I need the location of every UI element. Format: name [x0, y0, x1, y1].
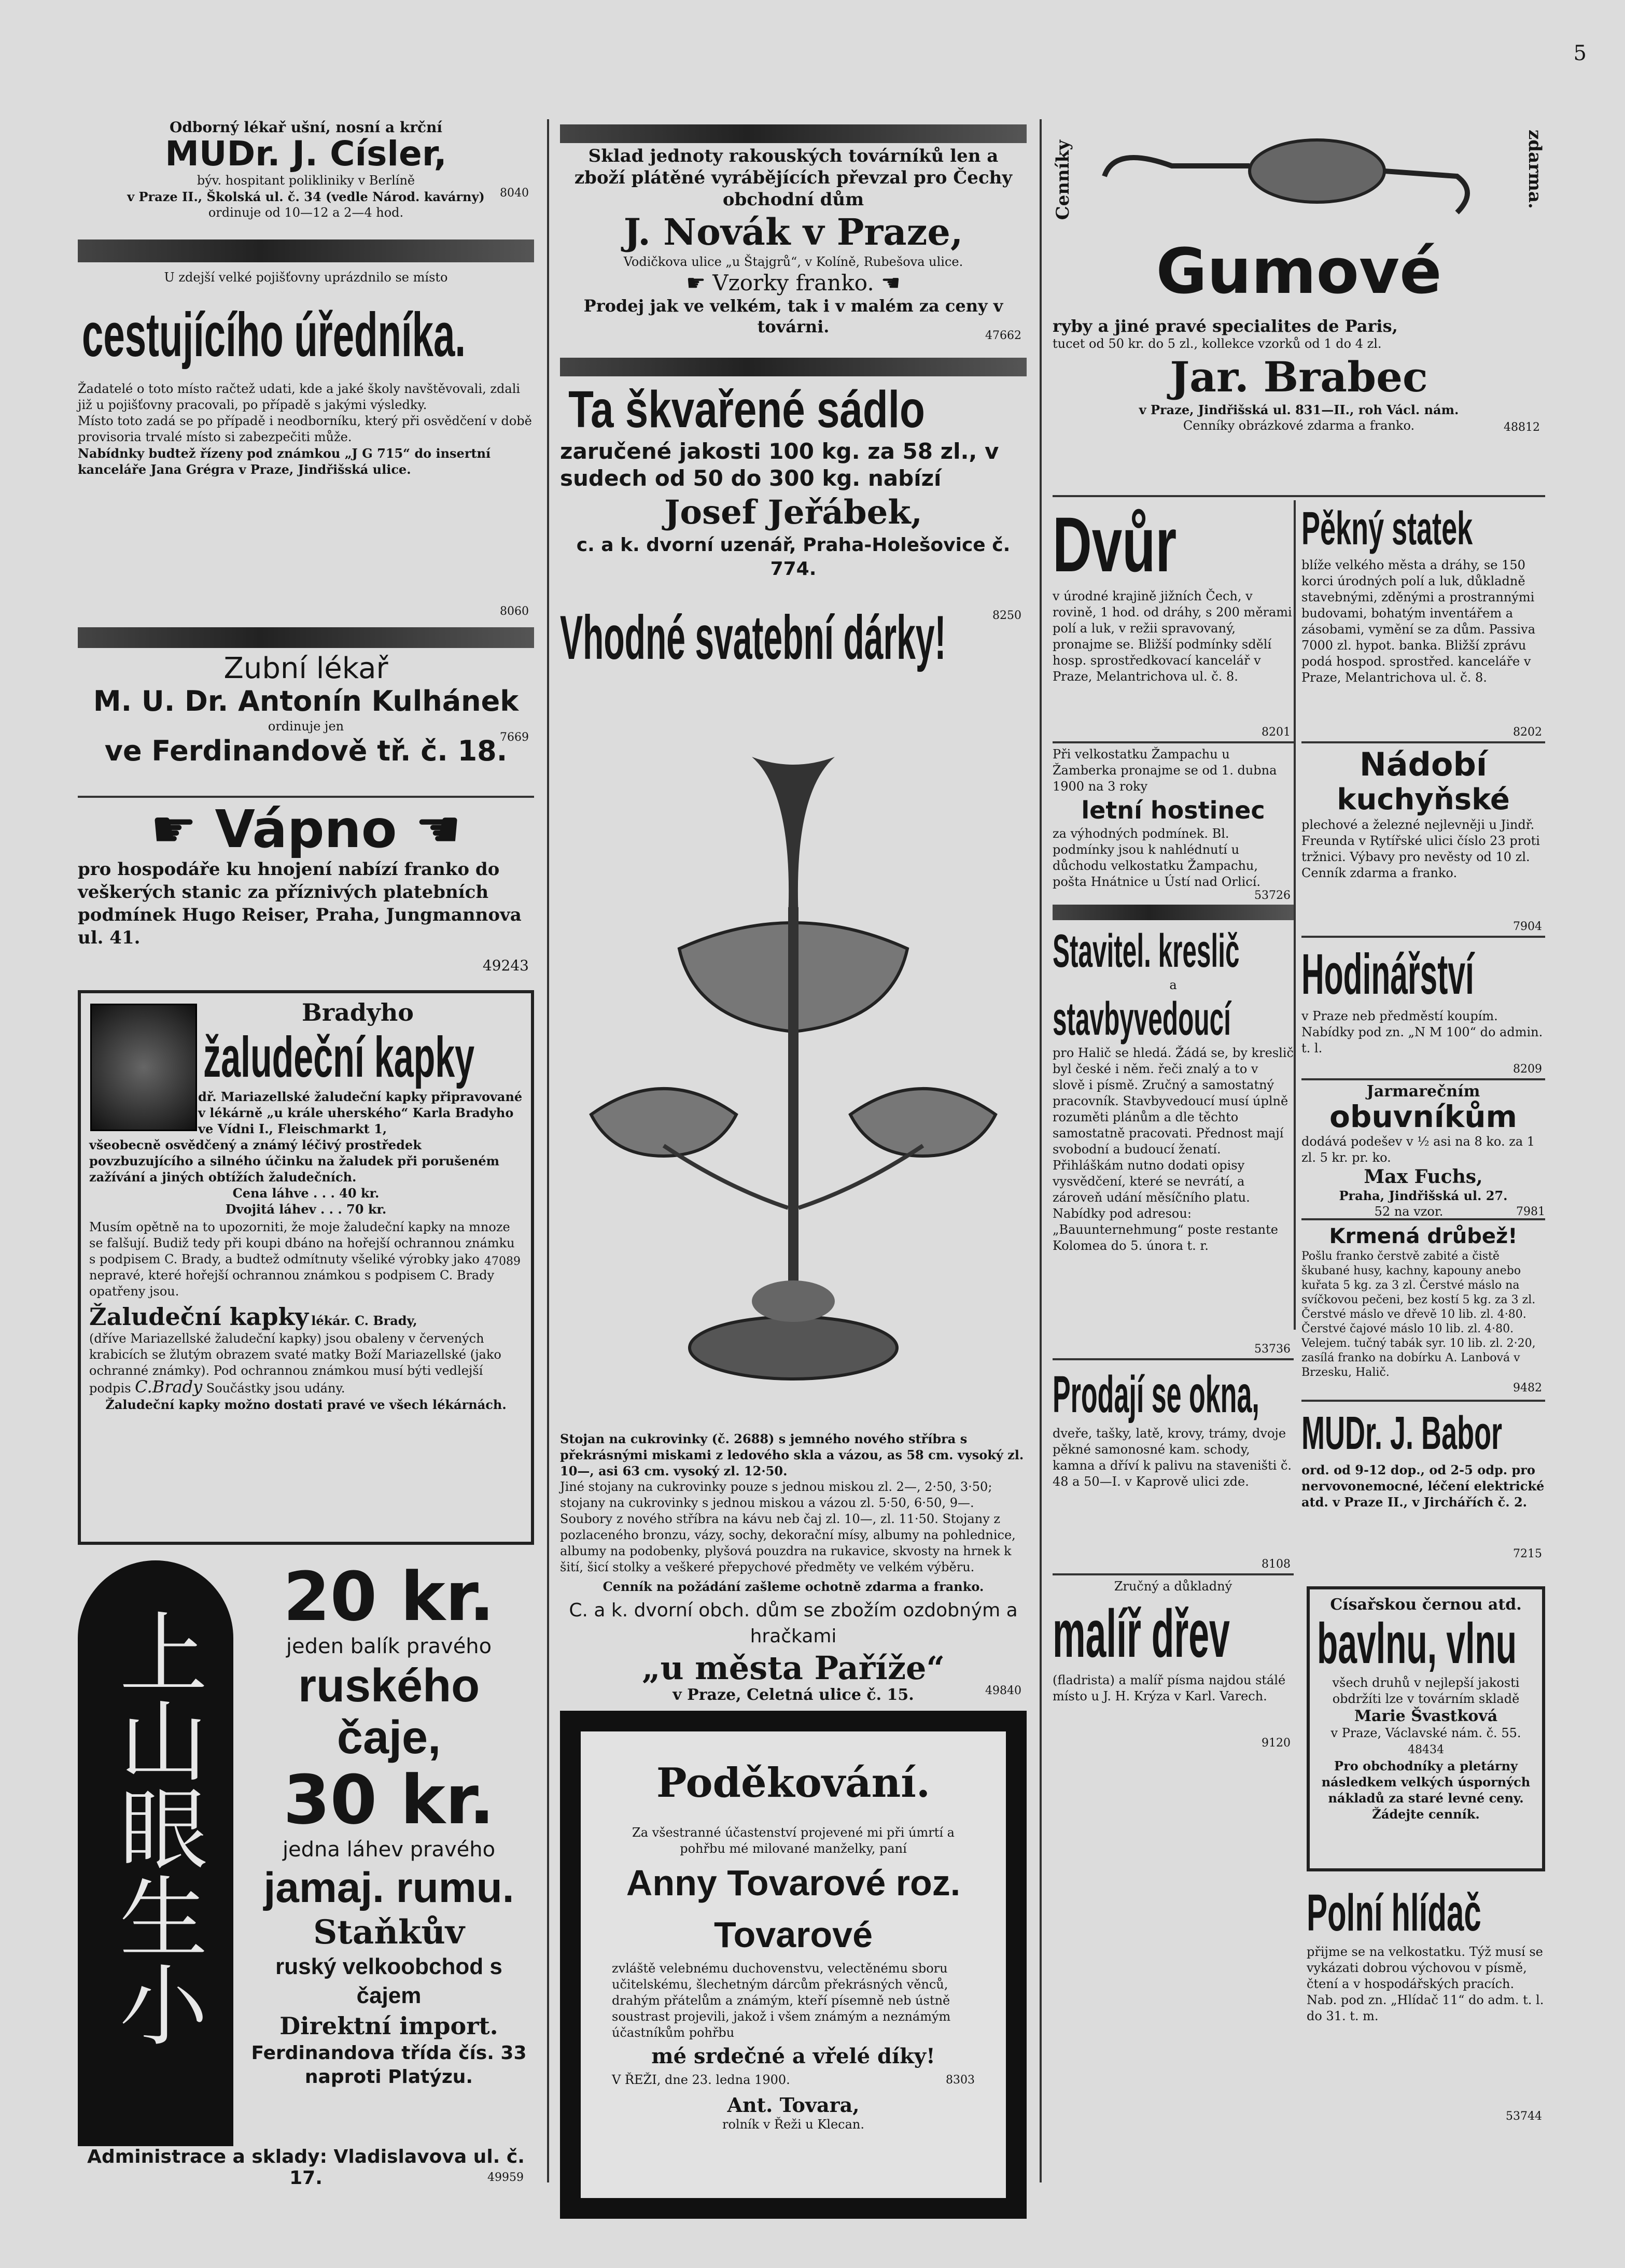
ad-number: 9120: [1262, 1737, 1291, 1750]
ad-number: 8202: [1513, 726, 1542, 739]
ornament-bar: [1053, 905, 1294, 920]
ad-addr-row: [1317, 1725, 1535, 1758]
pointing-hand-icon: ☚: [874, 270, 901, 295]
ad-title: letní hostinec: [1081, 796, 1265, 824]
ad-text: ryby a jiné pravé specialites de Paris,: [1053, 316, 1398, 336]
ad-heading: Císařskou černou atd.: [1330, 1596, 1522, 1614]
ad-title-text: Vápno: [215, 799, 397, 860]
ad-title: bavlnu, vlnu: [1317, 1612, 1517, 1675]
ad-svatebni: [560, 752, 1027, 1426]
ad-number: 48812: [1504, 421, 1540, 434]
ad-text: Žaludeční kapky možno dostati pravé ve všech lékárnách.: [105, 1397, 507, 1412]
pointing-hand-icon: ☚: [397, 799, 461, 860]
ad-okna: [1053, 1363, 1294, 1571]
ad-text: naproti Platýzu.: [304, 2066, 473, 2088]
ad-text: lékár. C. Brady,: [311, 1313, 417, 1328]
ad-title: Krmená drůbež!: [1329, 1224, 1518, 1248]
ad-text: pro hospodáře ku hnojení nabízí franko do veškerých stanic za příznivých platebních podmínek Hugo Reiser, Praha, Jungmannova ul. 41.: [78, 859, 522, 948]
tea-brand-panel: [78, 1560, 233, 2146]
ad-text: přijme se na velkostatku. Týž musí se vykázati dobrou výchovou v písmě, čtení a v hospodářských pracích. Nab. pod zn. „Hlídač 11“ do adm. t. l. do 31. t. m.: [1307, 1945, 1544, 2023]
ad-title: J. Novák v Praze,: [623, 210, 963, 253]
ad-hlidac: [1307, 1882, 1545, 2172]
ad-podekovani: [560, 1711, 1027, 2219]
ad-heading: Odborný lékař ušní, nosní a krční: [169, 119, 443, 136]
ad-nadobi: [1301, 746, 1545, 933]
ad-gumove: [1053, 119, 1545, 492]
ad-title: Staňkův: [313, 1913, 465, 1952]
ad-text: a: [1169, 978, 1177, 992]
ad-number: 8108: [1262, 1558, 1291, 1571]
ad-title: MUDr. J. Babor: [1301, 1407, 1503, 1459]
candy-stand-illustration: [560, 752, 1027, 1405]
divider: [1053, 741, 1294, 743]
ad-text: ordinuje od 10—12 a 2—4 hod.: [208, 205, 404, 220]
ad-title: Pěkný statek: [1301, 503, 1473, 555]
ad-text: (dříve Mariazellské žaludeční kapky) jsou obaleny v červených krabicích se žlutým obrazem svaté matky Boží Mariazellské (jako ochranné známky). Pod ochrannou známkou musí býti vedlejší podpis: [89, 1331, 501, 1396]
ad-number: 7215: [1513, 1547, 1542, 1560]
ad-text: Praha, Jindřišská ul. 27.: [1339, 1188, 1508, 1203]
ad-text: v Praze, Celetná ulice č. 15.: [673, 1686, 914, 1704]
ad-text: jedna láhev pravého: [282, 1838, 496, 1862]
ad-number: 7904: [1513, 920, 1542, 933]
ad-number: 8060: [500, 605, 529, 618]
ad-number: 49840: [985, 1684, 1021, 1697]
ad-text: c. a k. dvorní uzenář, Praha-Holešovice č. 774.: [576, 534, 1011, 580]
ad-number: 48434: [1408, 1743, 1444, 1756]
subcolumn-left: [1053, 500, 1294, 2182]
ad-text: C. a k. dvorní obch. dům se zbožím ozdobným a hračkami: [569, 1600, 1018, 1647]
ad-heading: Bradyho: [302, 998, 414, 1026]
bradyho-trademark-image: [90, 1004, 197, 1131]
ad-number: 9482: [1513, 1382, 1542, 1394]
ad-text: v Praze, Václavské nám. č. 55.: [1330, 1726, 1521, 1740]
ad-caj: [78, 1557, 534, 2189]
ad-title: Stavitel. kreslič: [1053, 925, 1240, 977]
ad-malir: [1053, 1579, 1294, 1750]
column-rule: [1040, 119, 1042, 2182]
ad-text: (fladrista) a malíř písma najdou stálé místo u J. H. Krýza v Karl. Varech.: [1053, 1673, 1286, 1703]
ad-subtitle: Žaludeční kapky: [89, 1303, 309, 1331]
ad-title: M. U. Dr. Antonín Kulhánek: [93, 685, 519, 717]
ad-heading: Jarmarečním: [1366, 1082, 1480, 1101]
ad-vlnu: [1307, 1586, 1545, 1871]
pointing-hand-icon: ☛: [686, 270, 713, 295]
subcolumn-rule: [1294, 500, 1296, 1330]
divider: [1301, 1078, 1545, 1080]
divider: [1053, 1358, 1294, 1360]
ad-title: Dvůr: [1053, 501, 1177, 588]
ad-text: tucet od 50 kr. do 5 zl., kollekce vzorků od 1 do 4 zl.: [1053, 336, 1382, 351]
ad-sadlo: [560, 381, 1027, 744]
ad-text: mé srdečné a vřelé díky!: [651, 2044, 935, 2068]
ad-text: Musím opětně na to upozorniti, že moje žaludeční kapky na mnoze se falšují. Budiž tedy při koupi dbáno na hořejší ochrannou známku s podpisem C. Brady, a budtež odmítnuty všeliké výrobky jako nepravé, které hořejší ochrannou známkou s podpisem C. Brady opatřeny jsou.: [89, 1220, 515, 1299]
divider: [1301, 1400, 1545, 1402]
ad-text: v Praze neb předměstí koupím. Nabídky pod zn. „N M 100“ do admin. t. l.: [1301, 1009, 1543, 1055]
ad-statek: [1301, 500, 1545, 739]
ad-heading: Zubní lékař: [223, 652, 388, 685]
ad-number: 8040: [500, 187, 529, 200]
ad-text: Součástky jsou udány.: [206, 1381, 345, 1396]
tea-text: [244, 1557, 534, 2089]
ad-text: Direktní import.: [279, 2012, 498, 2040]
ad-title: obuvníkům: [1329, 1099, 1517, 1134]
ad-novak: [560, 145, 1027, 353]
ad-text: v Praze, Jindřišská ul. 831—II., roh Václ. nám.: [1139, 402, 1459, 417]
ad-text: Při velkostatku Žampachu u Žamberka pronajme se od 1. dubna 1900 na 3 roky: [1053, 747, 1277, 794]
ad-hostinec: [1053, 746, 1294, 902]
ad-text: Ferdinandova třída čís. 33: [251, 2042, 527, 2064]
ad-title: Anny Tovarové roz. Tovarové: [626, 1863, 961, 1955]
ad-number: 49959: [487, 2171, 524, 2184]
ad-text: dveře, tašky, latě, krovy, trámy, dvoje pěkné samonosné kam. schody, kamna a dříví k palivu na staveništi č. 48 a 50—I. v Kaprově ulici zde.: [1053, 1426, 1292, 1489]
ad-text: Pošlu franko čerstvě zabité a čistě škubané husy, kachny, kapouny anebo kuřata 5 kg. za 3 zl. Čerstvé máslo na svíčkovou pečeni, bez kostí 5 kg. za 3 zl. Čerstvé máslo ve dřevě 10 lib. zl. 4·80. Čerstvé čajové máslo 10 lib. zl. 4·80. Velejem. tučný tabák syr. 10 lib. zl. 2·20, zasílá franko na dobírku A. Lanbová v Brzesku, Halič.: [1301, 1250, 1536, 1379]
ad-hodinarstvi: [1301, 941, 1545, 1076]
ad-number: 7981: [1516, 1205, 1545, 1218]
ad-text: pro Halič se hledá. Žádá se, by kreslič byl české i něm. řeči znalý a to v slově i písmě. Zručný a samostatný pracovník. Stavbyvedoucí musí úplně rozuměti plánům a dle těchto samostatně pracovati. Přednost mají svobodní a budoucí ženatí. Přihláškám nutno dodati opisy vysvědčení, které se nevrátí, a zároveň udání měsíčního platu. Nabídky pod adresou: „Bauunternehmung“ poste restante Kolomea do 5. února t. r.: [1053, 1046, 1294, 1253]
ad-text: blíže velkého města a dráhy, se 150 korci úrodných polí a luk, důkladně stavebnými, zděnými a prostrannými budovami, bohatým inventářem a zásobami, vymění se za dům. Passiva 7000 zl. hypot. banka. Bližší zprávu podá hospod. sprostřed. kanceláře v Praze, Melantrichova ul. č. 8.: [1301, 558, 1536, 685]
ad-title: MUDr. J. Císler,: [165, 134, 447, 174]
ad-number: 53736: [1254, 1343, 1291, 1356]
ad-dvur: [1053, 500, 1294, 739]
ad-title: Prodají se okna,: [1053, 1365, 1259, 1424]
ad-text: 52 na vzor.: [1374, 1204, 1444, 1219]
ad-text: Zručný a důkladný: [1114, 1579, 1232, 1594]
podekovani-frame: [581, 1731, 1006, 2198]
ad-number: 8209: [1513, 1063, 1542, 1076]
ad-title: kuchyňské: [1337, 783, 1510, 816]
ad-text: Vodičkova ulice „u Štajgrů“, v Kolíně, Rubešova ulice.: [623, 255, 963, 269]
ad-text: plechové a železné nejlevněji u Jindř. Freunda v Rytířské ulici číslo 23 proti tržnici. Výbavy pro nevěsty od 10 zl. Cenník zdarma a franko.: [1301, 818, 1540, 880]
ad-vzorky-row: [560, 270, 1027, 295]
ad-text: jamaj. rumu.: [263, 1864, 514, 1911]
ad-place-row: [612, 2072, 975, 2088]
signer: Ant. Tovara,: [727, 2093, 860, 2117]
divider: [1053, 495, 1545, 497]
newspaper-page: [78, 41, 1587, 2189]
ad-price: 30 kr.: [283, 1760, 495, 1839]
divider: [1301, 1218, 1545, 1220]
ad-text: dodává podešev v ½ asi na 8 ko. za 1 zl. 5 kr. pr. ko.: [1301, 1134, 1535, 1165]
ad-text: Nabídnky budtež řízeny pod známkou „J G 715“ do insertní kanceláře Jana Grégra v Praze, Jindřišská ulice.: [78, 446, 491, 477]
chinese-characters: 上山眼生小: [104, 1607, 207, 2048]
ad-text: Soubory z nového stříbra na kávu neb čaj zl. 10—, zl. 11·50. Stojany z pozlaceného bronzu, vázy, sochy, dekorační mísy, albumy na pohlednice, albumy na podobenky, plyšová pouzdra na rukavice, skvosty na hrnek k šití, šicí stolky a veškeré přepychové předměty ve velkém výběru.: [560, 1512, 1016, 1574]
ad-zubni: [78, 653, 534, 793]
ad-text: ruský velkoobchod s čajem: [275, 1954, 502, 2008]
ad-text: jeden balík pravého: [286, 1635, 492, 1658]
ad-text: Stojan na cukrovinky (č. 2688) s jemného nového stříbra s překrásnými miskami z ledového skla a vázou, as 58 cm. vysoký zl. 10—, asi 63 cm. vysoký zl. 12·50.: [560, 1431, 1024, 1478]
ad-text: všeobecně osvědčený a známý léčivý prostředek povzbuzujícího a silného účinku na žaludek při porušeném zažívání a jiných obtížích žaludečních.: [89, 1137, 500, 1185]
ad-title: Marie Švastková: [1354, 1707, 1498, 1725]
divider: [1053, 1573, 1294, 1575]
ad-urednik: [78, 270, 534, 622]
ornament-bar: [560, 358, 1027, 376]
ad-price: Dvojitá láhev . . . 70 kr.: [225, 1202, 387, 1217]
ad-text: Pro obchodníky a pletárny následkem velkých úsporných nákladů za staré levné ceny. Žádejte cenník.: [1321, 1758, 1531, 1822]
ad-number: 8303: [946, 2074, 975, 2087]
ad-number: 7669: [500, 731, 529, 744]
ad-text: v Praze II., Školská ul. č. 34 (vedle Národ. kavárny): [127, 189, 485, 204]
ad-text: Žadatelé o toto místo račtež udati, kde a jaké školy navštěvovali, zdali již u pojišťovny pracovali, po případě s jakými výsledky.: [78, 382, 521, 412]
ad-cisler: [78, 119, 534, 238]
ad-title: Josef Jeřábek,: [664, 493, 922, 532]
ad-text: ord. od 9-12 dop., od 2-5 odp. pro nervovonemocné, léčení elektrické atd. v Praze II., v Jirchářích č. 2.: [1301, 1462, 1545, 1510]
ad-price: 20 kr.: [283, 1557, 495, 1636]
ad-drubez: [1301, 1223, 1545, 1394]
ad-text: Vzorky franko.: [712, 270, 874, 295]
ornament-bar: [78, 627, 534, 648]
ad-number: 53726: [1254, 889, 1291, 902]
ad-text: U zdejší velké pojišťovny uprázdnilo se místo: [164, 270, 448, 285]
ad-text: býv. hospitant polikliniky v Berlíně: [197, 173, 415, 188]
ad-side-text: zdarma.: [1524, 130, 1545, 209]
ad-babor: [1301, 1405, 1545, 1560]
ad-svatebni-text: [560, 1431, 1027, 1704]
ad-text: dř. Mariazellské žaludeční kapky připravované v lékárně „u krále uherského“ Karla Bradyho ve Vídni I., Fleischmarkt 1,: [198, 1089, 523, 1136]
ad-side-text: Cenníky: [1053, 140, 1073, 220]
ad-title: Hodinářství: [1301, 942, 1474, 1006]
ad-number: 53744: [1506, 2110, 1542, 2123]
ad-line-row: [1301, 1204, 1545, 1220]
ad-number: 8250: [992, 609, 1021, 622]
ad-stavitel: [1053, 925, 1294, 1356]
signature: C.Brady: [135, 1377, 203, 1397]
ad-number: 47089: [484, 1255, 521, 1268]
ad-text: Cenníky obrázkové zdarma a franko.: [1183, 418, 1415, 433]
ad-title: Max Fuchs,: [1364, 1166, 1483, 1188]
ad-text: ruského čaje,: [298, 1660, 480, 1764]
ad-text: zvláště velebnému duchovenstvu, velectěnému sboru učitelskému, šlechetným dárcům překrásných věnců, drahým přátelům a známým, kteří písemně neb ústně soustrast projevili, jakož i všem známým a neznámým účastníkům pohřbu: [612, 1961, 951, 2040]
column-3: [1053, 119, 1545, 2182]
ad-number: 8201: [1262, 726, 1291, 739]
ad-title: stavbyvedoucí: [1053, 993, 1231, 1045]
ornament-bar: [560, 124, 1027, 143]
ad-text: ve Ferdinandově tř. č. 18.: [104, 735, 508, 767]
ad-text: za výhodných podmínek. Bl. podmínky jsou k nahlédnutí u důchodu velkostatku Žampachu, pošta Hnátnice u Ústí nad Orlicí.: [1053, 826, 1261, 889]
ad-text: rolník v Řeži u Klecan.: [722, 2117, 865, 2132]
ad-text: V ŘEŽI, dne 23. ledna 1900.: [612, 2073, 790, 2087]
ad-text-row: [89, 1331, 523, 1397]
column-2: [560, 119, 1027, 2182]
ad-text: Prodej jak ve velkém, tak i v malém za ceny v továrni.: [583, 296, 1003, 336]
ad-title: „u města Paříže“: [641, 1649, 945, 1687]
ad-title: [78, 801, 534, 858]
ad-obuvnikum: [1301, 1082, 1545, 1219]
ad-number: 49243: [482, 957, 529, 974]
page-number: 5: [1573, 41, 1587, 65]
column-rule: [547, 119, 549, 2182]
ad-text: všech druhů v nejlepší jakosti obdržíti lze v továrním skladě: [1332, 1675, 1520, 1706]
ad-text: v úrodné krajině jižních Čech, v rovině, 1 hod. od dráhy, s 200 měrami polí a luk, v režii spravovaný, pronajme se. Bližší podmínky sdělí hosp. sprostředkovací kancelář v Praze, Melantrichova ul. č. 8.: [1053, 589, 1292, 684]
ad-text: Administrace a sklady: Vladislavova ul. č. 17.: [87, 2146, 525, 2189]
pointing-hand-icon: ☛: [150, 799, 215, 860]
ad-text: Cenník na požádání zašleme ochotně zdarma a franko.: [603, 1579, 984, 1594]
divider: [1301, 741, 1545, 743]
ad-body: [1053, 316, 1545, 434]
ad-title: Poděkování.: [656, 1759, 931, 1807]
ad-vapno: [78, 801, 534, 977]
ad-title: Jar. Brabec: [1170, 353, 1428, 401]
ad-title: Gumové: [1156, 236, 1442, 308]
ad-text: Sklad jednoty rakouských továrníků len a zboží plátěné vyrábějících převzal pro Čechy obchodní dům: [574, 146, 1013, 210]
ad-title: Vhodné svatební dárky!: [560, 603, 946, 672]
ad-bradyho: [78, 990, 534, 1545]
divider: [1301, 936, 1545, 938]
ad-price: Cena láhve . . . 40 kr.: [232, 1186, 380, 1201]
column-1: [78, 119, 534, 2189]
ad-text: Za všestranné účastenství projevené mi při úmrtí a pohřbu mé milované manželky, paní: [632, 1825, 955, 1856]
rubber-syringe-illustration: [1094, 124, 1488, 228]
ad-title: Nádobí: [1359, 745, 1488, 783]
ad-number: 47662: [985, 329, 1021, 342]
ornament-bar: [78, 240, 534, 262]
ad-subtitle-row: [89, 1303, 523, 1331]
ad-title: Polní hlídač: [1307, 1884, 1481, 1942]
ad-text: zaručené jakosti 100 kg. za 58 zl., v sudech od 50 do 300 kg. nabízí: [560, 439, 999, 491]
ad-title: Ta škvařené sádlo: [568, 381, 925, 439]
ad-text: ordinuje jen: [268, 719, 344, 734]
ad-title: malíř dřev: [1053, 1596, 1230, 1671]
ad-text: Jiné stojany na cukrovinky pouze s jednou miskou zl. 2—, 2·50, 3·50; stojany na cukrovinky s jednou miskou a vázou zl. 5·50, 6·50, 9—.: [560, 1480, 992, 1510]
ad-text: Místo toto zadá se po případě i neodborníku, který při osvědčení v době provisoria trvalé místo si zabezpečiti může.: [78, 414, 532, 444]
ad-title: žaludeční kapky: [203, 1025, 475, 1089]
ad-title: cestujícího úředníka.: [82, 300, 466, 370]
